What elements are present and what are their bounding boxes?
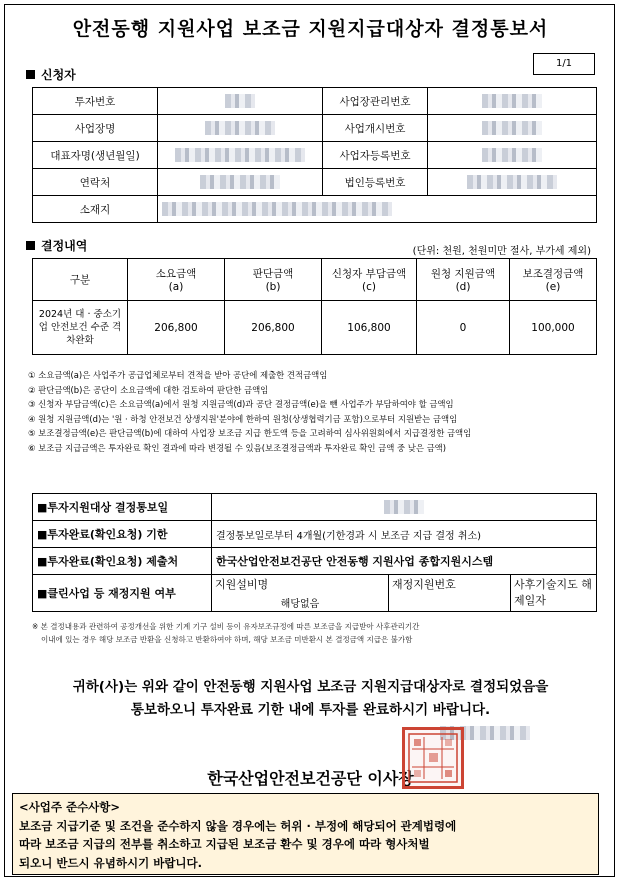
redacted-value xyxy=(482,94,542,108)
note-item: ⑤ 보조결정금액(e)은 판단금액(b)에 대하여 사업장 보조금 지급 한도액 등을 고려하여 심사위원회에서 지급결정한 금액임 xyxy=(28,428,472,439)
cell-equipment-name: 지원설비명 해당없음 xyxy=(212,575,389,612)
header-subsidy-decision: 보조결정금액 (e) xyxy=(510,259,597,301)
label-clean-support: ■클린사업 등 재정지원 여부 xyxy=(33,575,212,612)
label-corporate-reg-no: 법인등록번호 xyxy=(323,169,428,196)
notes-list xyxy=(28,368,471,456)
row-category: 2024년 대 · 중소기업 안전보건 수준 격차완화 xyxy=(33,301,128,355)
label-representative: 대표자명(생년월일) xyxy=(33,142,158,169)
value-address xyxy=(158,196,597,223)
decision-table xyxy=(32,258,597,355)
row-required-amount: 206,800 xyxy=(128,301,225,355)
note-item: ④ 원청 지원금액(d)는 '원 · 하청 안전보건 상생지원'분야에 한하여 원청(상생협력기금 포함)으로부터 지원받는 금액임 xyxy=(28,413,458,424)
row-applicant-share: 106,800 xyxy=(322,301,417,355)
value-business-reg-no xyxy=(428,142,597,169)
compliance-line: 되오니 반드시 유념하시기 바랍니다. xyxy=(19,855,203,870)
value-contact xyxy=(158,169,323,196)
redacted-value xyxy=(225,94,255,108)
value-business-name xyxy=(158,115,323,142)
redacted-value xyxy=(482,121,542,135)
unit-note: (단위: 천원, 천원미만 절사, 부가세 제외) xyxy=(412,246,591,257)
redacted-value xyxy=(205,121,275,135)
compliance-title: <사업주 준수사항> xyxy=(19,800,121,814)
redacted-value xyxy=(175,148,305,162)
label-business-start-no: 사업개시번호 xyxy=(323,115,428,142)
label-submit: ■투자완료(확인요청) 제출처 xyxy=(33,548,212,575)
label-contact: 연락처 xyxy=(33,169,158,196)
signatory: 한국산업안전보건공단 이사장 xyxy=(207,769,414,788)
label-business-reg-no: 사업자등록번호 xyxy=(323,142,428,169)
value-notice-date xyxy=(212,494,597,521)
cell-tech-guidance-date: 사후기술지도 해제일자 xyxy=(511,575,597,612)
compliance-line: 따라 보조금 지급의 전부를 취소하고 지급된 보조금 환수 및 경우에 따라 형사처벌 xyxy=(19,837,430,851)
row-original-support: 0 xyxy=(417,301,510,355)
row-judged-amount: 206,800 xyxy=(225,301,322,355)
redacted-value xyxy=(200,175,280,189)
row-subsidy-decision: 100,000 xyxy=(510,301,597,355)
value-business-start-no xyxy=(428,115,597,142)
value-corporate-reg-no xyxy=(428,169,597,196)
info-table xyxy=(32,493,597,612)
header-judged-amount: 판단금액 (b) xyxy=(225,259,322,301)
declaration: 귀하(사)는 위와 같이 안전동행 지원사업 보조금 지원지급대상자로 결정되었음을 통보하오니 투자완료 기한 내에 투자를 완료하시기 바랍니다. xyxy=(72,679,549,718)
redacted-value xyxy=(162,202,392,216)
header-applicant-share: 신청자 부담금액 (c) xyxy=(322,259,417,301)
label-business-name: 사업장명 xyxy=(33,115,158,142)
redacted-value xyxy=(384,500,424,514)
page-indicator: 1/1 xyxy=(533,53,595,75)
header-original-support: 원청 지원금액 (d) xyxy=(417,259,510,301)
value-representative xyxy=(158,142,323,169)
official-seal-icon xyxy=(402,727,464,789)
document-title: 안전동행 지원사업 보조금 지원지급대상자 결정통보서 xyxy=(72,18,549,40)
label-workplace-mgmt-no: 사업장관리번호 xyxy=(323,88,428,115)
note-item: ③ 신청자 부담금액(c)은 소요금액(a)에서 원청 지원금액(d)과 공단 결정금액(e)을 뺀 사업주가 부담하여야 할 금액임 xyxy=(28,399,454,410)
value-investment-no xyxy=(158,88,323,115)
label-notice-date: ■투자지원대상 결정통보일 xyxy=(33,494,212,521)
decision-section-title: 결정내역 xyxy=(26,237,87,254)
redacted-value xyxy=(467,175,557,189)
compliance-box xyxy=(12,793,599,875)
header-category: 구분 xyxy=(33,259,128,301)
square-bullet-icon xyxy=(26,70,35,79)
seal-pattern-icon xyxy=(406,731,460,785)
applicant-section-title: 신청자 xyxy=(26,66,76,83)
value-workplace-mgmt-no xyxy=(428,88,597,115)
label-investment-no: 투자번호 xyxy=(33,88,158,115)
header-required-amount: 소요금액 (a) xyxy=(128,259,225,301)
note-item: ① 소요금액(a)은 사업주가 공급업체로부터 견적을 받아 공단에 제출한 견적금액임 xyxy=(28,370,328,380)
note-item: ⑥ 보조금 지급금액은 투자완료 확인 결과에 따라 변경될 수 있음(보조결정금액과 투자완료 확인 금액 중 낮은 금액) xyxy=(28,442,447,453)
note-item: ② 판단금액(b)은 공단이 소요금액에 대한 검토하여 판단한 금액임 xyxy=(28,384,269,395)
redacted-value xyxy=(482,148,542,162)
value-deadline: 결정통보일로부터 4개월(기한경과 시 보조금 지급 결정 취소) xyxy=(212,521,597,548)
label-deadline: ■투자완료(확인요청) 기한 xyxy=(33,521,212,548)
value-submit: 한국산업안전보건공단 안전동행 지원사업 종합지원시스템 xyxy=(212,548,597,575)
square-bullet-icon xyxy=(26,241,35,250)
cell-support-number: 재정지원번호 xyxy=(389,575,511,612)
label-address: 소재지 xyxy=(33,196,158,223)
compliance-line: 보조금 지급기준 및 조건을 준수하지 않을 경우에는 허위 · 부정에 해당되어 관계법령에 xyxy=(19,818,457,833)
footnote: ※ 본 결정내용과 관련하여 공정개선을 위한 기계 기구 설비 등이 유자보조규정에 따른 보조금을 지급받아 사후관리기간 이내에 있는 경우 해당 보조금 반환을 신청하고 반환하여야 하며, 해당 보조금 미반환시 본 결정금액 지급은 불가함 xyxy=(32,622,420,644)
value-clean-support: 해당없음 xyxy=(280,599,320,610)
applicant-table xyxy=(32,87,597,223)
